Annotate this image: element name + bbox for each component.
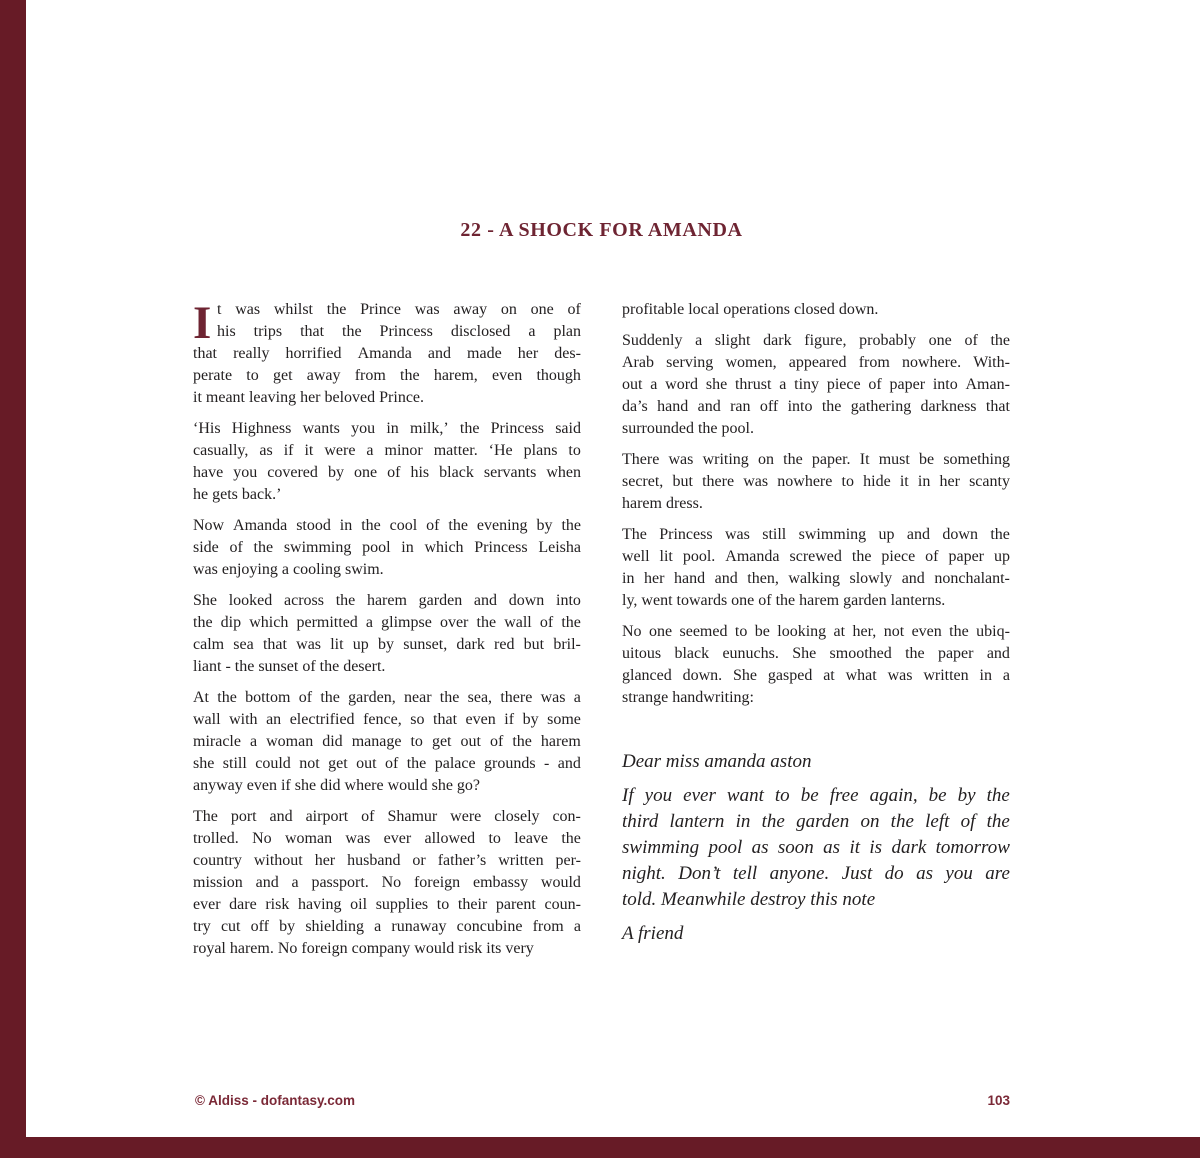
text-line: swimming pool as soon as it is dark tomorrow [622,837,1010,858]
footer-copyright: © Aldiss - dofantasy.com [195,1093,355,1108]
letter-signature [622,921,1010,947]
text-line: Now Amanda stood in the cool of the evening by the [193,517,581,534]
paragraph [193,806,581,960]
left-edge-bar [0,0,26,1158]
text-line: royal harem. No foreign company would risk its very [193,940,534,957]
text-line: Dear miss amanda aston [622,751,812,772]
paragraph [622,449,1010,515]
chapter-title: 22 - A SHOCK FOR AMANDA [460,219,743,241]
text-line: trolled. No woman was ever allowed to leave the [193,830,581,847]
text-line: the dip which permitted a glimpse over the wall of the [193,614,581,631]
text-line: night. Don’t tell anyone. Just do as you are [622,863,1010,884]
text-line: If you ever want to be free again, be by the [622,785,1010,806]
paragraph [193,299,581,409]
text-line: The Princess was still swimming up and down the [622,526,1010,543]
text-line: miracle a woman did manage to get out of the harem [193,733,581,750]
text-line: harem dress. [622,495,703,512]
text-line: side of the swimming pool in which Princess Leisha [193,539,581,556]
text-line: secret, but there was nowhere to hide it in her scanty [622,473,1010,490]
text-line: told. Meanwhile destroy this note [622,889,876,910]
text-line: At the bottom of the garden, near the sea, there was a [193,689,581,706]
paragraph [193,590,581,678]
paragraph [193,515,581,581]
text-line: well lit pool. Amanda screwed the piece of paper up [622,548,1010,565]
text-line: ‘His Highness wants you in milk,’ the Princess said [193,420,581,437]
paragraph [622,524,1010,612]
text-line: calm sea that was lit up by sunset, dark red but bril- [193,636,581,653]
page-number: 103 [987,1093,1010,1108]
text-line: casually, as if it were a minor matter. ‘He plans to [193,442,581,459]
right-column [622,299,1010,969]
paragraph [622,330,1010,440]
text-line: ly, went towards one of the harem garden lanterns. [622,592,946,609]
text-line: liant - the sunset of the desert. [193,658,386,675]
drop-cap: I [193,297,212,349]
letter-note [622,749,1010,947]
text-line: A friend [622,923,684,944]
text-line: mission and a passport. No foreign embassy would [193,874,581,891]
paragraph [622,299,1010,321]
text-line: wall with an electrified fence, so that even if by some [193,711,581,728]
text-line: t was whilst the Prince was away on one of [217,301,581,318]
text-line: try cut off by shielding a runaway concubine from a [193,918,581,935]
text-line: There was writing on the paper. It must be something [622,451,1010,468]
text-line: The port and airport of Shamur were closely con- [193,808,581,825]
text-line: third lantern in the garden on the left of the [622,811,1010,832]
paragraph [622,621,1010,709]
text-line: glanced down. She gasped at what was written in a [622,667,1010,684]
text-line: She looked across the harem garden and down into [193,592,581,609]
letter-salutation [622,749,1010,775]
text-line: in her hand and then, walking slowly and nonchalant- [622,570,1010,587]
paragraph [193,418,581,506]
text-line: da’s hand and ran off into the gathering darkness that [622,398,1010,415]
text-line: strange handwriting: [622,689,754,706]
text-line: uitous black eunuchs. She smoothed the paper and [622,645,1010,662]
text-line: perate to get away from the harem, even though [193,367,581,384]
text-line: have you covered by one of his black servants when [193,464,581,481]
letter-body [622,783,1010,913]
text-line: No one seemed to be looking at her, not even the ubiq- [622,623,1010,640]
text-line: surrounded the pool. [622,420,754,437]
text-line: out a word she thrust a tiny piece of paper into Aman- [622,376,1010,393]
text-line: ever dare risk having oil supplies to their parent coun- [193,896,581,913]
text-line: he gets back.’ [193,486,282,503]
text-columns [193,299,1010,969]
text-line: Arab serving women, appeared from nowhere. With- [622,354,1010,371]
text-line: was enjoying a cooling swim. [193,561,384,578]
text-line: it meant leaving her beloved Prince. [193,389,425,406]
text-line: profitable local operations closed down. [622,301,879,318]
text-line: that really horrified Amanda and made her des- [193,345,581,362]
text-line: she still could not get out of the palace grounds - and [193,755,581,772]
bottom-edge-bar [0,1137,1200,1158]
paragraph [193,687,581,797]
text-line: Suddenly a slight dark figure, probably one of the [622,332,1010,349]
text-line: country without her husband or father’s written per- [193,852,581,869]
text-line: anyway even if she did where would she go? [193,777,481,794]
left-column [193,299,581,969]
text-line: his trips that the Princess disclosed a plan [217,323,581,340]
